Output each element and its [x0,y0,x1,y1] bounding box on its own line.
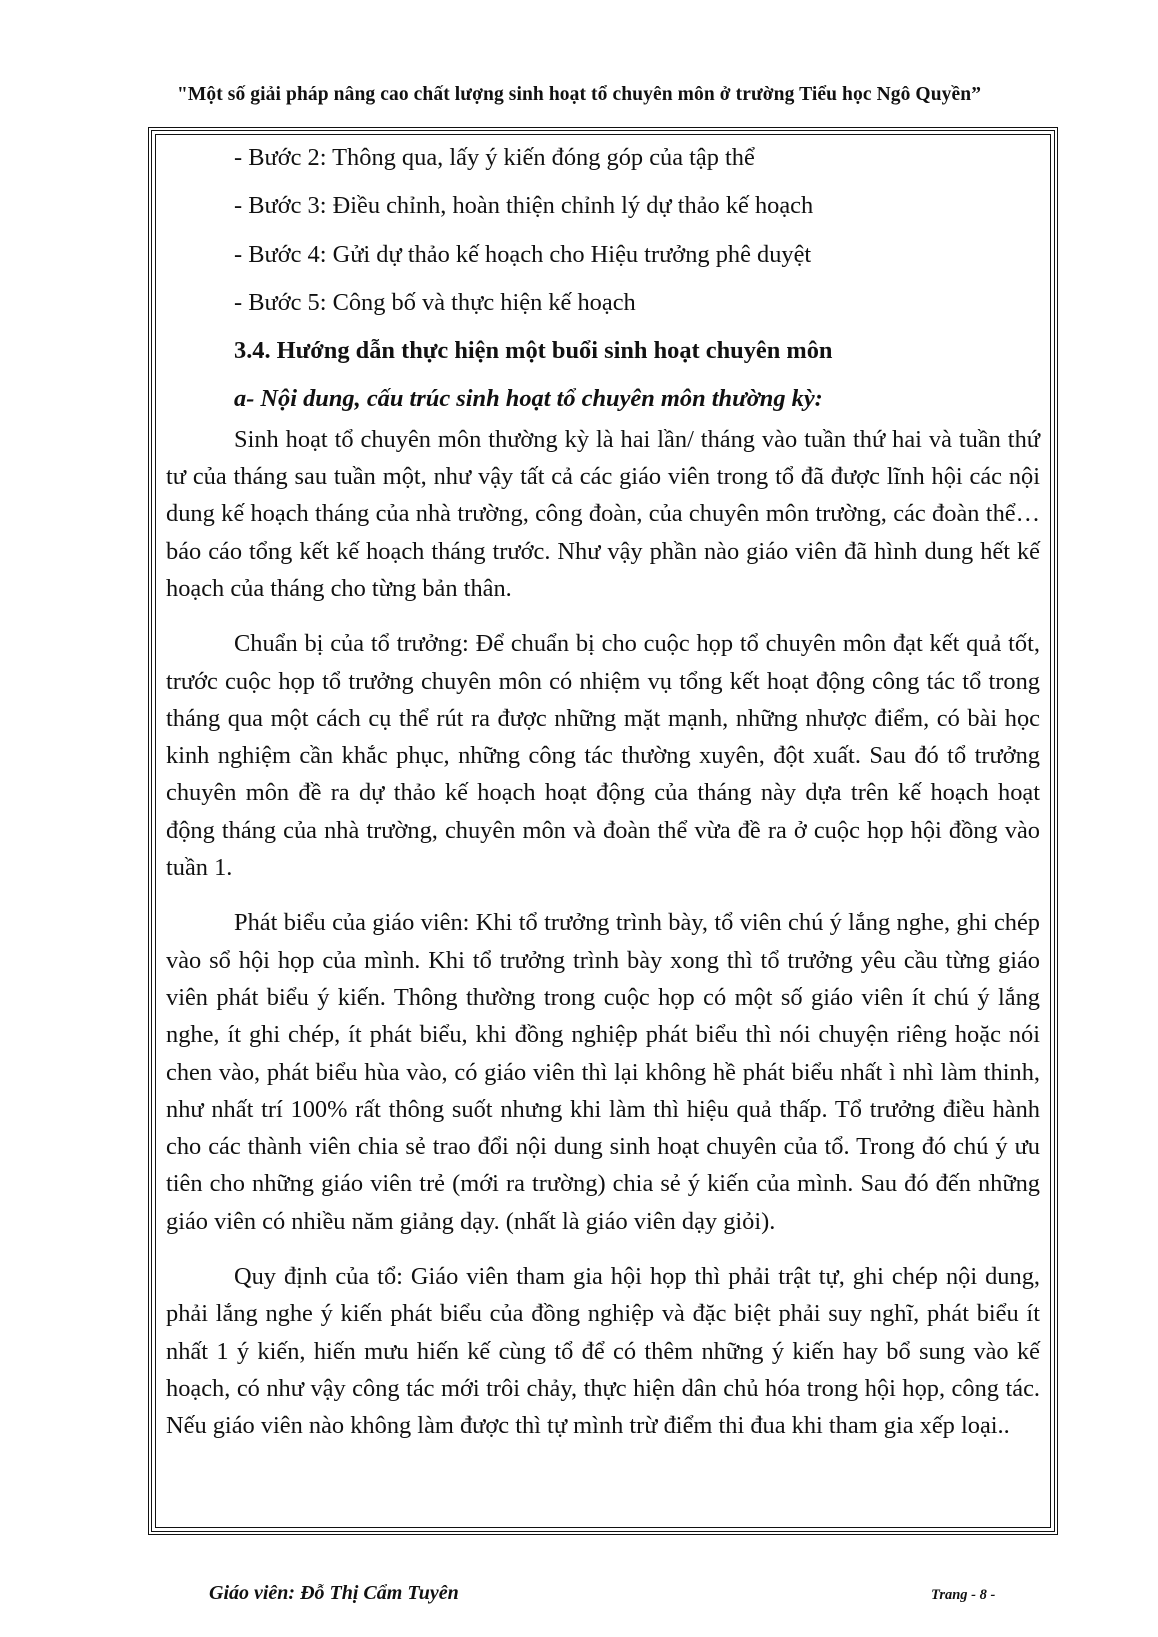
body-paragraph: Phát biểu của giáo viên: Khi tổ trưởng trình bày, tổ viên chú ý lắng nghe, ghi chép vào sổ hội họp của mình. Khi tổ trưởng trình bày xong thì tổ trưởng yêu cầu từng giáo viên phát biểu ý kiến. Thông thường trong cuộc họp có một số giáo viên ít chú ý lắng nghe, ít ghi chép, ít phát biểu, khi đồng nghiệp phát biểu thì nói chuyện riêng hoặc nói chen vào, phát biểu hùa vào, có giáo viên thì lại không hề phát biểu nhất ì nhì làm thinh, như nhất trí 100% rất thông suốt nhưng khi làm thì hiệu quả thấp. Tổ trưởng điều hành cho các thành viên chia sẻ trao đổi nội dung sinh hoạt chuyên của tổ. Trong đó chú ý ưu tiên cho những giáo viên trẻ (mới ra trường) chia sẻ ý kiến của mình. Sau đó đến những giáo viên có nhiều năm giảng dạy. (nhất là giáo viên dạy giỏi). [166,909,1040,1235]
subsection-heading: a- Nội dung, cấu trúc sinh hoạt tổ chuyên môn thường kỳ: [234,385,823,413]
step-item: - Bước 3: Điều chỉnh, hoàn thiện chỉnh lý dự thảo kế hoạch [234,192,814,220]
footer-author: Giáo viên: Đỗ Thị Cẩm Tuyên [209,1582,459,1604]
body-paragraph: Quy định của tổ: Giáo viên tham gia hội họp thì phải trật tự, ghi chép nội dung, phải lắng nghe ý kiến phát biểu của đồng nghiệp và đặc biệt phải suy nghĩ, phát biểu ít nhất 1 ý kiến, hiến mưu hiến kế cùng tổ để có thêm những ý kiến hay bổ sung vào kế hoạch, có như vậy công tác mới trôi chảy, thực hiện dân chủ hóa trong hội họp, công tác. Nếu giáo viên nào không làm được thì tự mình trừ điểm thi đua khi tham gia xếp loại.. [166,1263,1040,1440]
step-item: - Bước 2: Thông qua, lấy ý kiến đóng góp của tập thể [234,144,755,171]
step-item: - Bước 4: Gửi dự thảo kế hoạch cho Hiệu trưởng phê duyệt [234,240,812,268]
section-heading: 3.4. Hướng dẫn thực hiện một buổi sinh hoạt chuyên môn [234,337,833,365]
body-paragraph: Sinh hoạt tổ chuyên môn thường kỳ là hai lần/ tháng vào tuần thứ hai và tuần thứ tư của tháng sau tuần một, như vậy tất cả các giáo viên trong tổ đã được lĩnh hội các nội dung kế hoạch tháng của nhà trường, công đoàn, của chuyên môn trường, các đoàn thể… báo cáo tổng kết kế hoạch tháng trước. Như vậy phần nào giáo viên đã hình dung hết kế hoạch của tháng cho từng bản thân. [166,425,1040,602]
footer-page-number: Trang - 8 - [931,1587,996,1603]
page-header-title: "Một số giải pháp nâng cao chất lượng sinh hoạt tổ chuyên môn ở trường Tiểu học Ngô Quyền” [176,84,982,105]
document-body [166,139,1040,1463]
step-item: - Bước 5: Công bố và thực hiện kế hoạch [234,288,636,316]
body-paragraph: Chuẩn bị của tổ trưởng: Để chuẩn bị cho cuộc họp tổ chuyên môn đạt kết quả tốt, trước cuộc họp tổ trưởng chuyên môn có nhiệm vụ tổng kết hoạt động công tác tổ trong tháng qua một cách cụ thể rút ra được những mặt mạnh, những nhược điểm, có bài học kinh nghiệm cần khắc phục, những công tác thường xuyên, đột xuất. Sau đó tổ trưởng chuyên môn đề ra dự thảo kế hoạch hoạt động của tháng này dựa trên kế hoạch hoạt động tháng của nhà trường, chuyên môn và đoàn thể vừa đề ra ở cuộc họp hội đồng vào tuần 1. [166,630,1040,882]
